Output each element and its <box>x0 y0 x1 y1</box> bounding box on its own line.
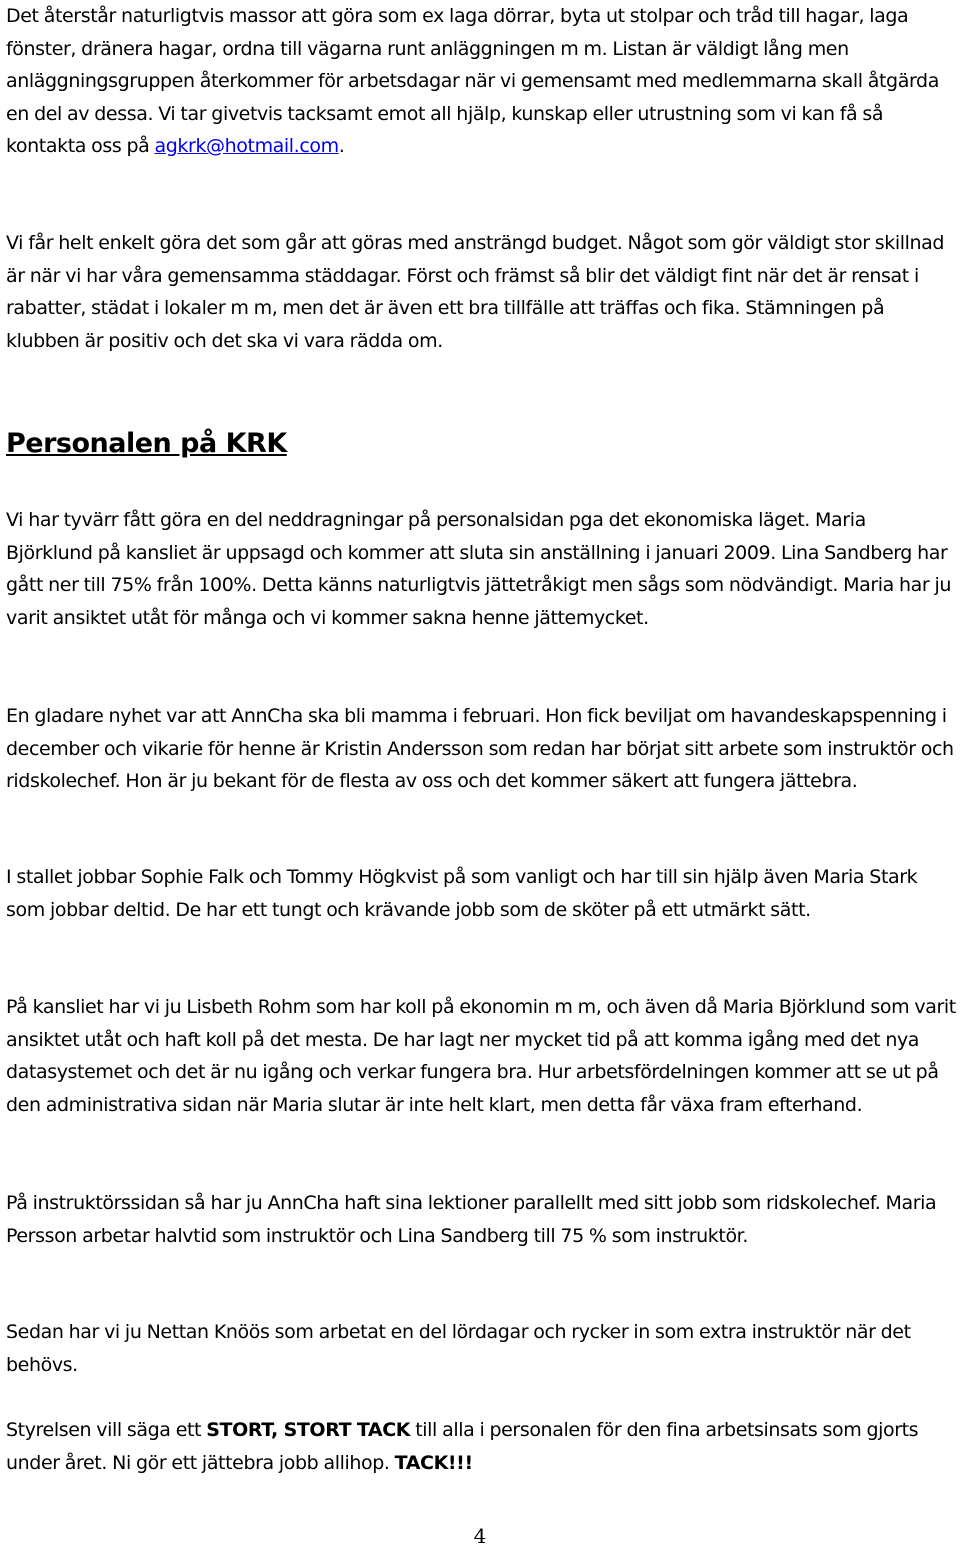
section-heading: Personalen på KRK <box>6 428 287 459</box>
paragraph-anncha-news: En gladare nyhet var att AnnCha ska bli mamma i februari. Hon fick beviljat om havandeskapspenning i december och vikarie för henne är Kristin Andersson som redan har börjat sitt arbete som instruktör och ridskolechef. Hon är ju bekant för de flesta av oss och det kommer säkert att fungera jättebra. <box>6 705 954 792</box>
paragraph-office-staff: På kansliet har vi ju Lisbeth Rohm som har koll på ekonomin m m, och även då Maria Björklund som varit ansiktet utåt och haft koll på det mesta. De har lagt ner mycket tid på att komma igång med det nya datasystemet och det är nu igång och verkar fungera bra. Hur arbetsfördelningen kommer att se ut på den administrativa sidan när Maria slutar är inte helt klart, men detta får växa fram efterhand. <box>6 996 956 1116</box>
paragraph-thanks <box>6 1414 956 1479</box>
paragraph-stable-staff: I stallet jobbar Sophie Falk och Tommy Högkvist på som vanligt och har till sin hjälp även Maria Stark som jobbar deltid. De har ett tungt och krävande jobb som de sköter på ett utmärkt sätt. <box>6 866 918 921</box>
paragraph-maintenance-end: . <box>338 135 345 157</box>
paragraph-extra-instructor: Sedan har vi ju Nettan Knöös som arbetat en del lördagar och rycker in som extra instruktör när det behövs. <box>6 1321 911 1376</box>
page-number: 4 <box>473 1524 487 1548</box>
paragraph-maintenance-text: Det återstår naturligtvis massor att göra som ex laga dörrar, byta ut stolpar och tråd till hagar, laga fönster, dränera hagar, ordna till vägarna runt anläggningen m m. Listan är väldigt lång men anläggningsgruppen återkommer för arbetsdagar när vi gemensamt med medlemmarna skall åtgärda en del av dessa. Vi tar givetvis tacksamt emot all hjälp, kunskap eller utrustning som vi kan få så kontakta oss på <box>6 5 939 157</box>
paragraph-cleaning-days: Vi får helt enkelt göra det som går att göras med ansträngd budget. Något som gör väldigt stor skillnad är när vi har våra gemensamma städdagar. Först och främst så blir det väldigt fint när det är rensat i rabatter, städat i lokaler m m, men det är även ett bra tillfälle att träffas och fika. Stämningen på klubben är positiv och det ska vi vara rädda om. <box>6 232 945 352</box>
thanks-body: till alla i personalen för den fina arbetsinsats som gjorts under året. Ni gör ett jättebra jobb allihop. <box>6 1419 919 1474</box>
paragraph-staff-cuts: Vi har tyvärr fått göra en del neddragningar på personalsidan pga det ekonomiska läget. Maria Björklund på kansliet är uppsagd och kommer att sluta sin anställning i januari 2009. Lina Sandberg har gått ner till 75% från 100%. Detta känns naturligtvis jättetråkigt men sågs som nödvändigt. Maria har ju varit ansiktet utåt för många och vi kommer sakna henne jättemycket. <box>6 509 951 629</box>
thanks-intro: Styrelsen vill säga ett <box>6 1419 207 1441</box>
thanks-emphasis: STORT, STORT TACK <box>206 1419 411 1441</box>
paragraph-maintenance <box>6 0 956 163</box>
thanks-closing: TACK!!! <box>394 1451 473 1474</box>
paragraph-instructors: På instruktörssidan så har ju AnnCha haft sina lektioner parallellt med sitt jobb som ridskolechef. Maria Persson arbetar halvtid som instruktör och Lina Sandberg till 75 % som instruktör. <box>6 1192 937 1247</box>
email-link[interactable]: agkrk@hotmail.com <box>154 135 339 157</box>
